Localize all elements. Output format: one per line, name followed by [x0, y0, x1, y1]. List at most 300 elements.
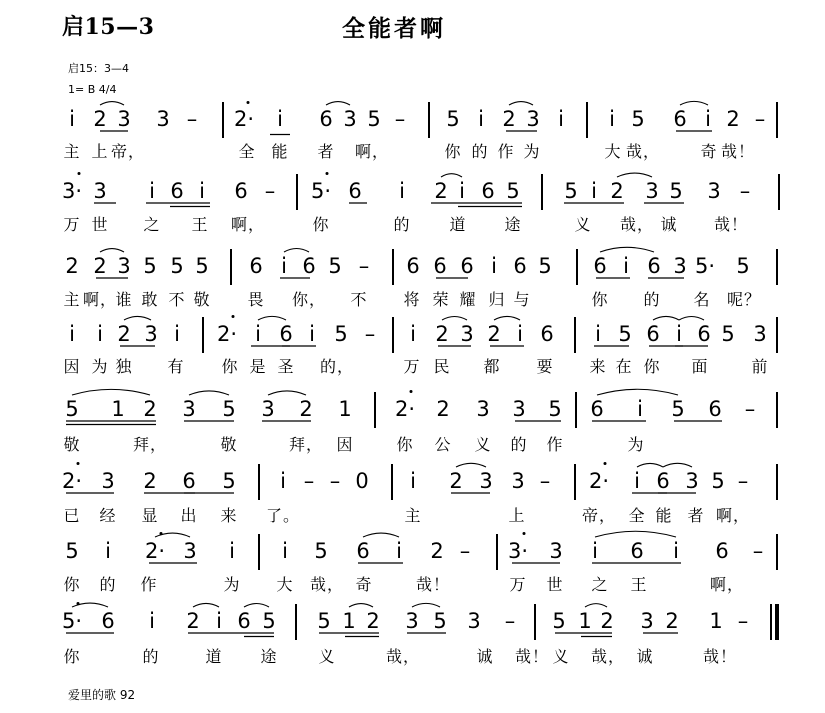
note: 5	[222, 397, 236, 421]
note: 3	[183, 539, 197, 563]
slur	[72, 603, 108, 607]
note: i	[149, 609, 155, 633]
lyric-syllable: 大	[604, 142, 622, 161]
note: 2	[117, 322, 131, 346]
song-title: 全能者啊	[342, 15, 446, 42]
lyric-syllable: 道	[449, 215, 467, 234]
note: 2·	[394, 397, 416, 421]
note: 5	[143, 254, 157, 278]
lyric-syllable: 大	[276, 575, 294, 594]
note: 5	[334, 322, 348, 346]
note: 5	[262, 609, 276, 633]
slur	[442, 317, 467, 321]
lyric-syllable: 耀	[459, 290, 477, 309]
note: 5	[446, 107, 460, 131]
lyric-syllable: 哉！	[713, 215, 749, 234]
note: 6	[182, 469, 196, 493]
lyric-syllable: 敬	[193, 290, 211, 309]
scripture-reference: 启15：3—4	[68, 62, 129, 75]
note: 3	[117, 254, 131, 278]
note: 5	[314, 539, 328, 563]
note: –	[737, 469, 749, 493]
lyric-syllable: 奇	[700, 142, 718, 161]
note: 5·	[310, 179, 332, 203]
note: 1	[342, 609, 356, 633]
lyric-syllable: 道	[205, 647, 223, 666]
lyric-syllable: 谁	[115, 290, 133, 309]
note: 2·	[144, 539, 166, 563]
lyric-syllable: 义	[574, 215, 592, 234]
lyric-syllable: 者	[687, 506, 705, 525]
note: –	[364, 322, 376, 346]
key-signature: 1= B 4/4	[68, 83, 117, 96]
lyric-syllable: 你	[396, 435, 414, 454]
note: 3	[182, 397, 196, 421]
lyric-syllable: 全	[628, 506, 646, 525]
note: 2	[65, 254, 79, 278]
note: –	[329, 469, 341, 493]
lyric-syllable: 者	[317, 142, 335, 161]
note: i	[591, 179, 597, 203]
note: i	[97, 322, 103, 346]
note: 5	[538, 254, 552, 278]
lyric-syllable: 出	[180, 506, 198, 525]
note: 3	[117, 107, 131, 131]
note: 2·	[233, 107, 255, 131]
note: 2	[430, 539, 444, 563]
lyric-syllable: 的	[393, 215, 411, 234]
slur	[412, 603, 440, 607]
note: –	[752, 539, 764, 563]
note: i	[149, 179, 155, 203]
note: 3	[156, 107, 170, 131]
slur	[600, 247, 654, 252]
lyric-syllable: 你	[643, 357, 661, 376]
lyric-syllable: 世	[91, 215, 109, 234]
lyric-syllable: 你	[591, 290, 609, 309]
note: i	[229, 539, 235, 563]
note: i	[174, 322, 180, 346]
lyric-syllable: 你	[312, 215, 330, 234]
lyric-syllable: 为	[91, 357, 109, 376]
slur	[617, 173, 652, 177]
note: i	[595, 322, 601, 346]
slur	[72, 389, 150, 395]
lyric-syllable: 哉！	[415, 575, 451, 594]
slur	[155, 533, 190, 537]
lyric-syllable: 的	[643, 290, 661, 309]
lyric-syllable: 哉！	[720, 142, 756, 161]
lyric-syllable: 拜，	[288, 435, 324, 454]
note: 5·	[61, 609, 83, 633]
lyric-syllable: 因	[63, 357, 81, 376]
slur	[663, 463, 692, 467]
note: 1	[709, 609, 723, 633]
slur	[679, 317, 704, 321]
lyric-syllable: 圣	[277, 357, 295, 376]
note: 2	[143, 397, 157, 421]
note: 3	[707, 179, 721, 203]
note: 2	[436, 397, 450, 421]
lyric-syllable: 敬	[220, 435, 238, 454]
slur	[653, 316, 679, 320]
note: i	[478, 107, 484, 131]
lyric-syllable: 上	[508, 506, 526, 525]
note: 2	[143, 469, 157, 493]
lyric-syllable: 与	[513, 290, 531, 309]
note: 6	[237, 609, 251, 633]
note: i	[592, 539, 598, 563]
lyric-syllable: 帝，	[581, 506, 617, 525]
note: 3	[511, 469, 525, 493]
note: 2	[610, 179, 624, 203]
note: 2	[600, 609, 614, 633]
lyric-syllable: 的	[99, 575, 117, 594]
lyric-syllable: 啊，	[709, 575, 745, 594]
note: 6	[708, 397, 722, 421]
note: i	[105, 539, 111, 563]
note: 2	[366, 609, 380, 633]
note: 3	[101, 469, 115, 493]
lyric-syllable: 你，	[291, 290, 327, 309]
note: 5	[548, 397, 562, 421]
note: –	[186, 107, 198, 131]
lyric-syllable: 全	[238, 142, 256, 161]
note: i	[705, 107, 711, 131]
note: 3	[685, 469, 699, 493]
note: 3	[753, 322, 767, 346]
slur	[349, 604, 373, 607]
note: 5	[721, 322, 735, 346]
lyric-syllable: 呢？	[726, 290, 762, 309]
note: 5	[222, 469, 236, 493]
note: –	[744, 397, 756, 421]
lyric-syllable: 王	[630, 575, 648, 594]
lyric-syllable: 奇	[355, 575, 373, 594]
note: 0	[355, 469, 369, 493]
lyric-syllable: 的	[471, 142, 489, 161]
lyric-syllable: 哉，	[590, 647, 626, 666]
slur	[258, 316, 286, 320]
lyric-syllable: 是	[249, 357, 267, 376]
lyric-syllable: 的	[142, 647, 160, 666]
note: 6	[319, 107, 333, 131]
note: i	[69, 322, 75, 346]
note: 3	[476, 397, 490, 421]
note: i	[277, 107, 283, 131]
note: 5	[631, 107, 645, 131]
slur	[585, 604, 607, 607]
note: i	[410, 322, 416, 346]
note: –	[358, 254, 370, 278]
note: –	[504, 609, 516, 633]
lyric-syllable: 经	[99, 506, 117, 525]
lyric-syllable: 不	[168, 290, 186, 309]
lyric-syllable: 之	[591, 575, 609, 594]
slur	[680, 101, 708, 105]
slur	[189, 391, 229, 395]
lyric-syllable: 能	[655, 506, 673, 525]
note: 5·	[694, 254, 716, 278]
note: 6	[406, 254, 420, 278]
lyric-syllable: 要	[536, 357, 554, 376]
note: 5	[367, 107, 381, 131]
note: –	[303, 469, 315, 493]
slur	[441, 174, 462, 177]
note: 2	[487, 322, 501, 346]
note: 5	[736, 254, 750, 278]
lyric-syllable: 诚	[476, 647, 494, 666]
lyric-syllable: 能	[271, 142, 289, 161]
lyric-syllable: 万	[509, 575, 527, 594]
note: 6	[249, 254, 263, 278]
lyric-syllable: 敬	[63, 435, 81, 454]
lyric-syllable: 万	[403, 357, 421, 376]
note: 3	[343, 107, 357, 131]
note: 6	[647, 254, 661, 278]
note: –	[459, 539, 471, 563]
note: 3	[405, 609, 419, 633]
note: 1	[111, 397, 125, 421]
note: 1	[338, 397, 352, 421]
lyric-syllable: 的，	[319, 357, 355, 376]
note: i	[676, 322, 682, 346]
lyric-syllable: 因	[336, 435, 354, 454]
lyric-syllable: 王	[191, 215, 209, 234]
note: 5	[317, 609, 331, 633]
note: 5	[433, 609, 447, 633]
slur	[268, 391, 306, 395]
lyric-syllable: 来	[589, 357, 607, 376]
lyric-syllable: 啊，	[230, 215, 266, 234]
note: i	[410, 469, 416, 493]
note: 6	[630, 539, 644, 563]
note: i	[309, 322, 315, 346]
note: 2	[449, 469, 463, 493]
note: 3	[93, 179, 107, 203]
note: i	[491, 254, 497, 278]
slur	[124, 316, 151, 320]
slur	[193, 603, 219, 607]
note: 5	[618, 322, 632, 346]
lyric-syllable: 途	[504, 215, 522, 234]
lyric-syllable: 为	[627, 435, 645, 454]
lyric-syllable: 诚	[636, 647, 654, 666]
lyric-syllable: 哉，	[385, 647, 421, 666]
slur	[509, 102, 533, 105]
note: 3·	[61, 179, 83, 203]
note: i	[216, 609, 222, 633]
lyric-syllable: 的	[510, 435, 528, 454]
note: 3	[673, 254, 687, 278]
lyric-syllable: 归	[488, 290, 506, 309]
note: i	[623, 254, 629, 278]
lyric-syllable: 显	[141, 506, 159, 525]
lyric-syllable: 主	[63, 142, 81, 161]
note: 2	[665, 609, 679, 633]
note: 5	[170, 254, 184, 278]
note: 3·	[507, 539, 529, 563]
lyric-syllable: 作	[140, 575, 158, 594]
slur	[100, 102, 124, 105]
note: 3	[261, 397, 275, 421]
lyric-syllable: 哉，	[309, 575, 345, 594]
note: –	[737, 609, 749, 633]
note: 6	[593, 254, 607, 278]
note: i	[634, 469, 640, 493]
lyric-syllable: 义	[552, 647, 570, 666]
lyric-syllable: 万	[63, 215, 81, 234]
lyric-syllable: 你	[221, 357, 239, 376]
note: 3	[144, 322, 158, 346]
lyric-syllable: 啊，	[715, 506, 751, 525]
note: i	[558, 107, 564, 131]
note: i	[517, 322, 523, 346]
note: 3	[526, 107, 540, 131]
note: i	[280, 469, 286, 493]
lyric-syllable: 之	[143, 215, 161, 234]
lyric-syllable: 都	[483, 357, 501, 376]
note: 2	[434, 179, 448, 203]
note: i	[69, 107, 75, 131]
note: i	[255, 322, 261, 346]
note: 6	[433, 254, 447, 278]
note: 5	[328, 254, 342, 278]
lyric-syllable: 哉！	[702, 647, 738, 666]
note: 5	[506, 179, 520, 203]
note: 3	[467, 609, 481, 633]
note: 6	[656, 469, 670, 493]
score-reference: 启15—3	[62, 14, 155, 40]
lyric-syllable: 你	[63, 647, 81, 666]
lyric-syllable: 畏	[247, 290, 265, 309]
slur	[326, 102, 350, 105]
note: 2	[93, 107, 107, 131]
note: i	[637, 397, 643, 421]
note: 6	[101, 609, 115, 633]
note: 6	[460, 254, 474, 278]
lyric-syllable: 面	[691, 357, 709, 376]
lyric-syllable: 前	[751, 357, 769, 376]
lyric-syllable: 作	[497, 142, 515, 161]
note: i	[396, 539, 402, 563]
note: i	[199, 179, 205, 203]
lyric-syllable: 啊，	[82, 290, 118, 309]
note: 2	[186, 609, 200, 633]
lyric-syllable: 拜，	[132, 435, 168, 454]
lyric-syllable: 为	[523, 142, 541, 161]
note: i	[609, 107, 615, 131]
lyric-syllable: 主	[63, 290, 81, 309]
note: 2	[435, 322, 449, 346]
note: 2	[726, 107, 740, 131]
note: 2	[299, 397, 313, 421]
note: 5	[669, 179, 683, 203]
note: 3	[460, 322, 474, 346]
note: 6	[279, 322, 293, 346]
lyric-syllable: 哉，	[619, 215, 655, 234]
note: 6	[590, 397, 604, 421]
lyric-syllable: 主	[404, 506, 422, 525]
note: 6	[715, 539, 729, 563]
note: 2·	[588, 469, 610, 493]
note: i	[399, 179, 405, 203]
note: 2·	[61, 469, 83, 493]
note: 5	[65, 539, 79, 563]
lyric-syllable: 帝，	[110, 142, 146, 161]
note: 5	[65, 397, 79, 421]
lyric-syllable: 了。	[265, 506, 301, 525]
slur	[456, 463, 486, 467]
note: 2	[93, 254, 107, 278]
note: –	[754, 107, 766, 131]
lyric-syllable: 途	[260, 647, 278, 666]
note: 3	[479, 469, 493, 493]
note: –	[539, 469, 551, 493]
slur	[284, 249, 309, 253]
note: 3	[640, 609, 654, 633]
lyric-syllable: 在	[615, 357, 633, 376]
lyric-syllable: 哉！	[514, 647, 550, 666]
note: 3	[549, 539, 563, 563]
note: 5	[564, 179, 578, 203]
lyric-syllable: 诚	[660, 215, 678, 234]
note: 6	[697, 322, 711, 346]
note: 5	[711, 469, 725, 493]
note: i	[281, 254, 287, 278]
note: i	[282, 539, 288, 563]
lyric-syllable: 世	[546, 575, 564, 594]
lyric-syllable: 独	[115, 357, 133, 376]
lyric-syllable: 名	[693, 290, 711, 309]
lyric-syllable: 来	[220, 506, 238, 525]
lyric-syllable: 义	[474, 435, 492, 454]
note: 6	[540, 322, 554, 346]
lyric-syllable: 义	[318, 647, 336, 666]
note: 2	[502, 107, 516, 131]
lyric-syllable: 你	[63, 575, 81, 594]
slur	[597, 389, 678, 395]
lyric-syllable: 哉，	[625, 142, 661, 161]
lyric-syllable: 你	[444, 142, 462, 161]
note: 6	[646, 322, 660, 346]
note: –	[264, 179, 276, 203]
lyric-syllable: 作	[546, 435, 564, 454]
note: 6	[481, 179, 495, 203]
lyric-syllable: 公	[434, 435, 452, 454]
note: 6	[513, 254, 527, 278]
note: i	[459, 179, 465, 203]
note: 5	[195, 254, 209, 278]
lyric-syllable: 荣	[432, 290, 450, 309]
slur	[637, 463, 663, 467]
note: 2·	[216, 322, 238, 346]
note: 6	[234, 179, 248, 203]
note: 3	[512, 397, 526, 421]
note: 1	[578, 609, 592, 633]
note: –	[394, 107, 406, 131]
lyric-syllable: 啊，	[354, 142, 390, 161]
slur	[363, 533, 399, 537]
source-footer: 爱里的歌 92	[68, 688, 136, 702]
lyric-syllable: 为	[223, 575, 241, 594]
lyric-syllable: 敢	[141, 290, 159, 309]
note: 6	[356, 539, 370, 563]
slur	[100, 249, 124, 252]
slur	[494, 316, 520, 320]
note: 5	[552, 609, 566, 633]
note: i	[673, 539, 679, 563]
